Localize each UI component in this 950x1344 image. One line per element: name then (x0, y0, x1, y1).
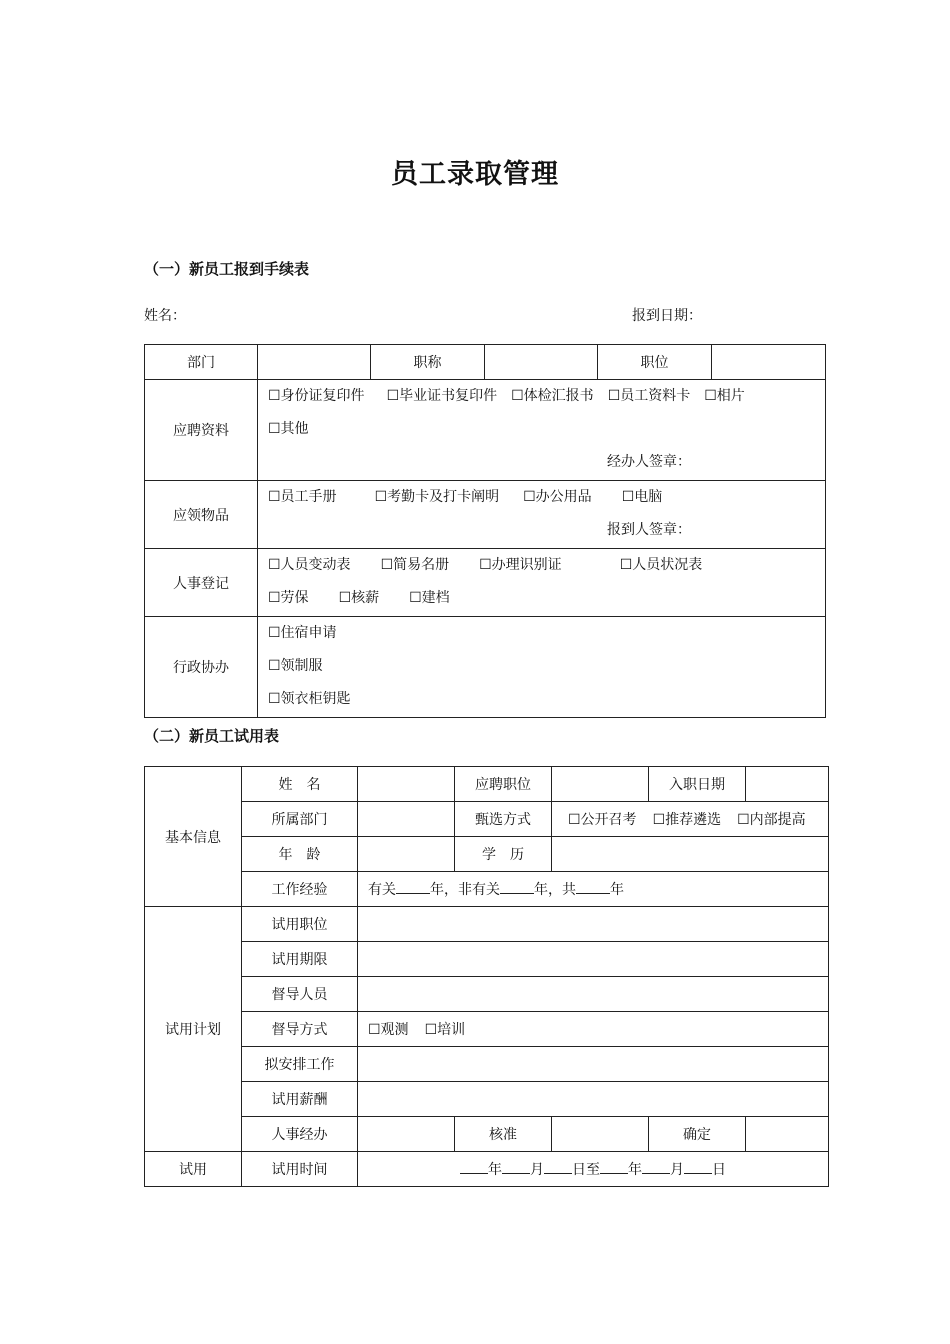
reporter-signature-label: 报到人签章： (607, 522, 691, 538)
applied-position-header: 应聘职位 (455, 767, 552, 802)
applied-position-field[interactable] (552, 767, 649, 802)
confirm-field[interactable] (746, 1117, 829, 1152)
checkbox-salary-check[interactable]: ☐核薪 (338, 590, 380, 606)
trial-period-field[interactable] (358, 942, 829, 977)
education-header: 学 历 (455, 837, 552, 872)
experience-unrelated-label: 年，非有关 (430, 882, 500, 898)
trial-table (144, 766, 829, 1187)
section1-heading: （一）新员工报到手续表 (144, 260, 310, 278)
position-header: 职位 (598, 345, 712, 380)
admin-assist-cell (258, 617, 826, 718)
checkbox-id-badge[interactable]: ☐办理识别证 (479, 557, 562, 573)
handler-signature-label: 经办人签章： (607, 454, 691, 470)
checkbox-line (258, 413, 825, 446)
checkbox-medical-report[interactable]: ☐体检汇报书 (511, 388, 594, 404)
trial-label: 试用 (145, 1152, 242, 1187)
trial-salary-header: 试用薪酬 (242, 1082, 358, 1117)
trial-position-header: 试用职位 (242, 907, 358, 942)
checkbox-line (258, 683, 825, 716)
planned-work-header: 拟安排工作 (242, 1047, 358, 1082)
trial-period-header: 试用期限 (242, 942, 358, 977)
year-suffix: 年 (610, 882, 624, 898)
checkbox-line (258, 582, 825, 615)
checkbox-open-exam[interactable]: ☐公开召考 (568, 812, 637, 828)
approve-header: 核准 (455, 1117, 552, 1152)
age-field[interactable] (358, 837, 455, 872)
department-header: 所属部门 (242, 802, 358, 837)
year-label: 年 (488, 1162, 502, 1178)
hr-registration-label: 人事登记 (145, 549, 258, 617)
name-header: 姓 名 (242, 767, 358, 802)
items-received-label: 应领物品 (145, 481, 258, 549)
title-header: 职称 (371, 345, 485, 380)
checkbox-roster[interactable]: ☐简易名册 (380, 557, 450, 573)
report-date-label: 报到日期： (632, 308, 702, 324)
entry-date-field[interactable] (746, 767, 829, 802)
experience-header: 工作经验 (242, 872, 358, 907)
application-docs-label: 应聘资料 (145, 380, 258, 481)
education-field[interactable] (552, 837, 829, 872)
trial-plan-label: 试用计划 (145, 907, 242, 1152)
checkbox-uniform[interactable]: ☐领制服 (268, 658, 323, 674)
blank-line[interactable] (684, 1161, 712, 1174)
supervisor-field[interactable] (358, 977, 829, 1012)
checkbox-filing[interactable]: ☐建档 (409, 590, 450, 606)
blank-line[interactable] (576, 881, 610, 894)
checkbox-locker-key[interactable]: ☐领衣柜钥匙 (268, 691, 351, 707)
entry-date-header: 入职日期 (649, 767, 746, 802)
checkbox-id-copy[interactable]: ☐身份证复印件 (268, 388, 365, 404)
basic-info-label: 基本信息 (145, 767, 242, 907)
confirm-header: 确定 (649, 1117, 746, 1152)
application-docs-cell (258, 380, 826, 481)
planned-work-field[interactable] (358, 1047, 829, 1082)
checkbox-line (258, 380, 825, 413)
selection-options-cell (552, 802, 829, 837)
blank-line[interactable] (600, 1161, 628, 1174)
trial-position-field[interactable] (358, 907, 829, 942)
age-header: 年 龄 (242, 837, 358, 872)
hr-handler-header: 人事经办 (242, 1117, 358, 1152)
checkbox-status-form[interactable]: ☐人员状况表 (619, 557, 703, 573)
department-field[interactable] (358, 802, 455, 837)
blank-line[interactable] (642, 1161, 670, 1174)
onboarding-table (144, 344, 826, 718)
experience-related-label: 有关 (368, 882, 396, 898)
checkbox-line (258, 549, 825, 582)
checkbox-employee-card[interactable]: ☐员工资料卡 (607, 388, 691, 404)
checkbox-observe[interactable]: ☐观测 (368, 1022, 409, 1038)
trial-salary-field[interactable] (358, 1082, 829, 1117)
admin-assist-label: 行政协办 (145, 617, 258, 718)
blank-line[interactable] (502, 1161, 530, 1174)
position-field[interactable] (712, 345, 826, 380)
checkbox-labor-insurance[interactable]: ☐劳保 (268, 590, 309, 606)
approve-field[interactable] (552, 1117, 649, 1152)
checkbox-diploma-copy[interactable]: ☐毕业证书复印件 (386, 388, 498, 404)
blank-line[interactable] (544, 1161, 572, 1174)
checkbox-photo[interactable]: ☐相片 (704, 388, 745, 404)
checkbox-internal-promotion[interactable]: ☐内部提高 (737, 812, 806, 828)
checkbox-change-form[interactable]: ☐人员变动表 (268, 557, 351, 573)
supervisor-header: 督导人员 (242, 977, 358, 1012)
hr-handler-field[interactable] (358, 1117, 455, 1152)
checkbox-line (258, 650, 825, 683)
checkbox-line (258, 481, 825, 514)
month-label: 月 (670, 1162, 684, 1178)
section2-heading: （二）新员工试用表 (144, 727, 280, 745)
trial-time-header: 试用时间 (242, 1152, 358, 1187)
month-label: 月 (530, 1162, 544, 1178)
blank-line[interactable] (396, 881, 430, 894)
day-label: 日 (712, 1162, 726, 1178)
selection-method-header: 甄选方式 (455, 802, 552, 837)
experience-total-label: 年，共 (534, 882, 576, 898)
experience-cell (358, 872, 829, 907)
document-title: 员工录取管理 (391, 159, 559, 190)
blank-line[interactable] (500, 881, 534, 894)
checkbox-handbook[interactable]: ☐员工手册 (268, 489, 337, 505)
hr-registration-cell (258, 549, 826, 617)
year-label: 年 (628, 1162, 642, 1178)
checkbox-attendance-card[interactable]: ☐考勤卡及打卡阐明 (374, 489, 500, 505)
checkbox-computer[interactable]: ☐电脑 (621, 489, 663, 505)
trial-time-cell (358, 1152, 829, 1187)
day-to-label: 日至 (572, 1162, 600, 1178)
name-label: 姓名： (144, 308, 186, 324)
supervise-method-header: 督导方式 (242, 1012, 358, 1047)
supervise-method-cell (358, 1012, 829, 1047)
name-field[interactable] (358, 767, 455, 802)
dept-header: 部门 (145, 345, 258, 380)
blank-line[interactable] (460, 1161, 488, 1174)
checkbox-line (258, 617, 825, 650)
dept-field[interactable] (258, 345, 371, 380)
checkbox-dorm-request[interactable]: ☐住宿申请 (268, 625, 337, 641)
items-received-cell (258, 481, 826, 549)
title-field[interactable] (485, 345, 598, 380)
checkbox-other[interactable]: ☐其他 (268, 421, 309, 437)
checkbox-recommend[interactable]: ☐推荐遴选 (652, 812, 722, 828)
checkbox-training[interactable]: ☐培训 (424, 1022, 466, 1038)
checkbox-office-supplies[interactable]: ☐办公用品 (523, 489, 592, 505)
